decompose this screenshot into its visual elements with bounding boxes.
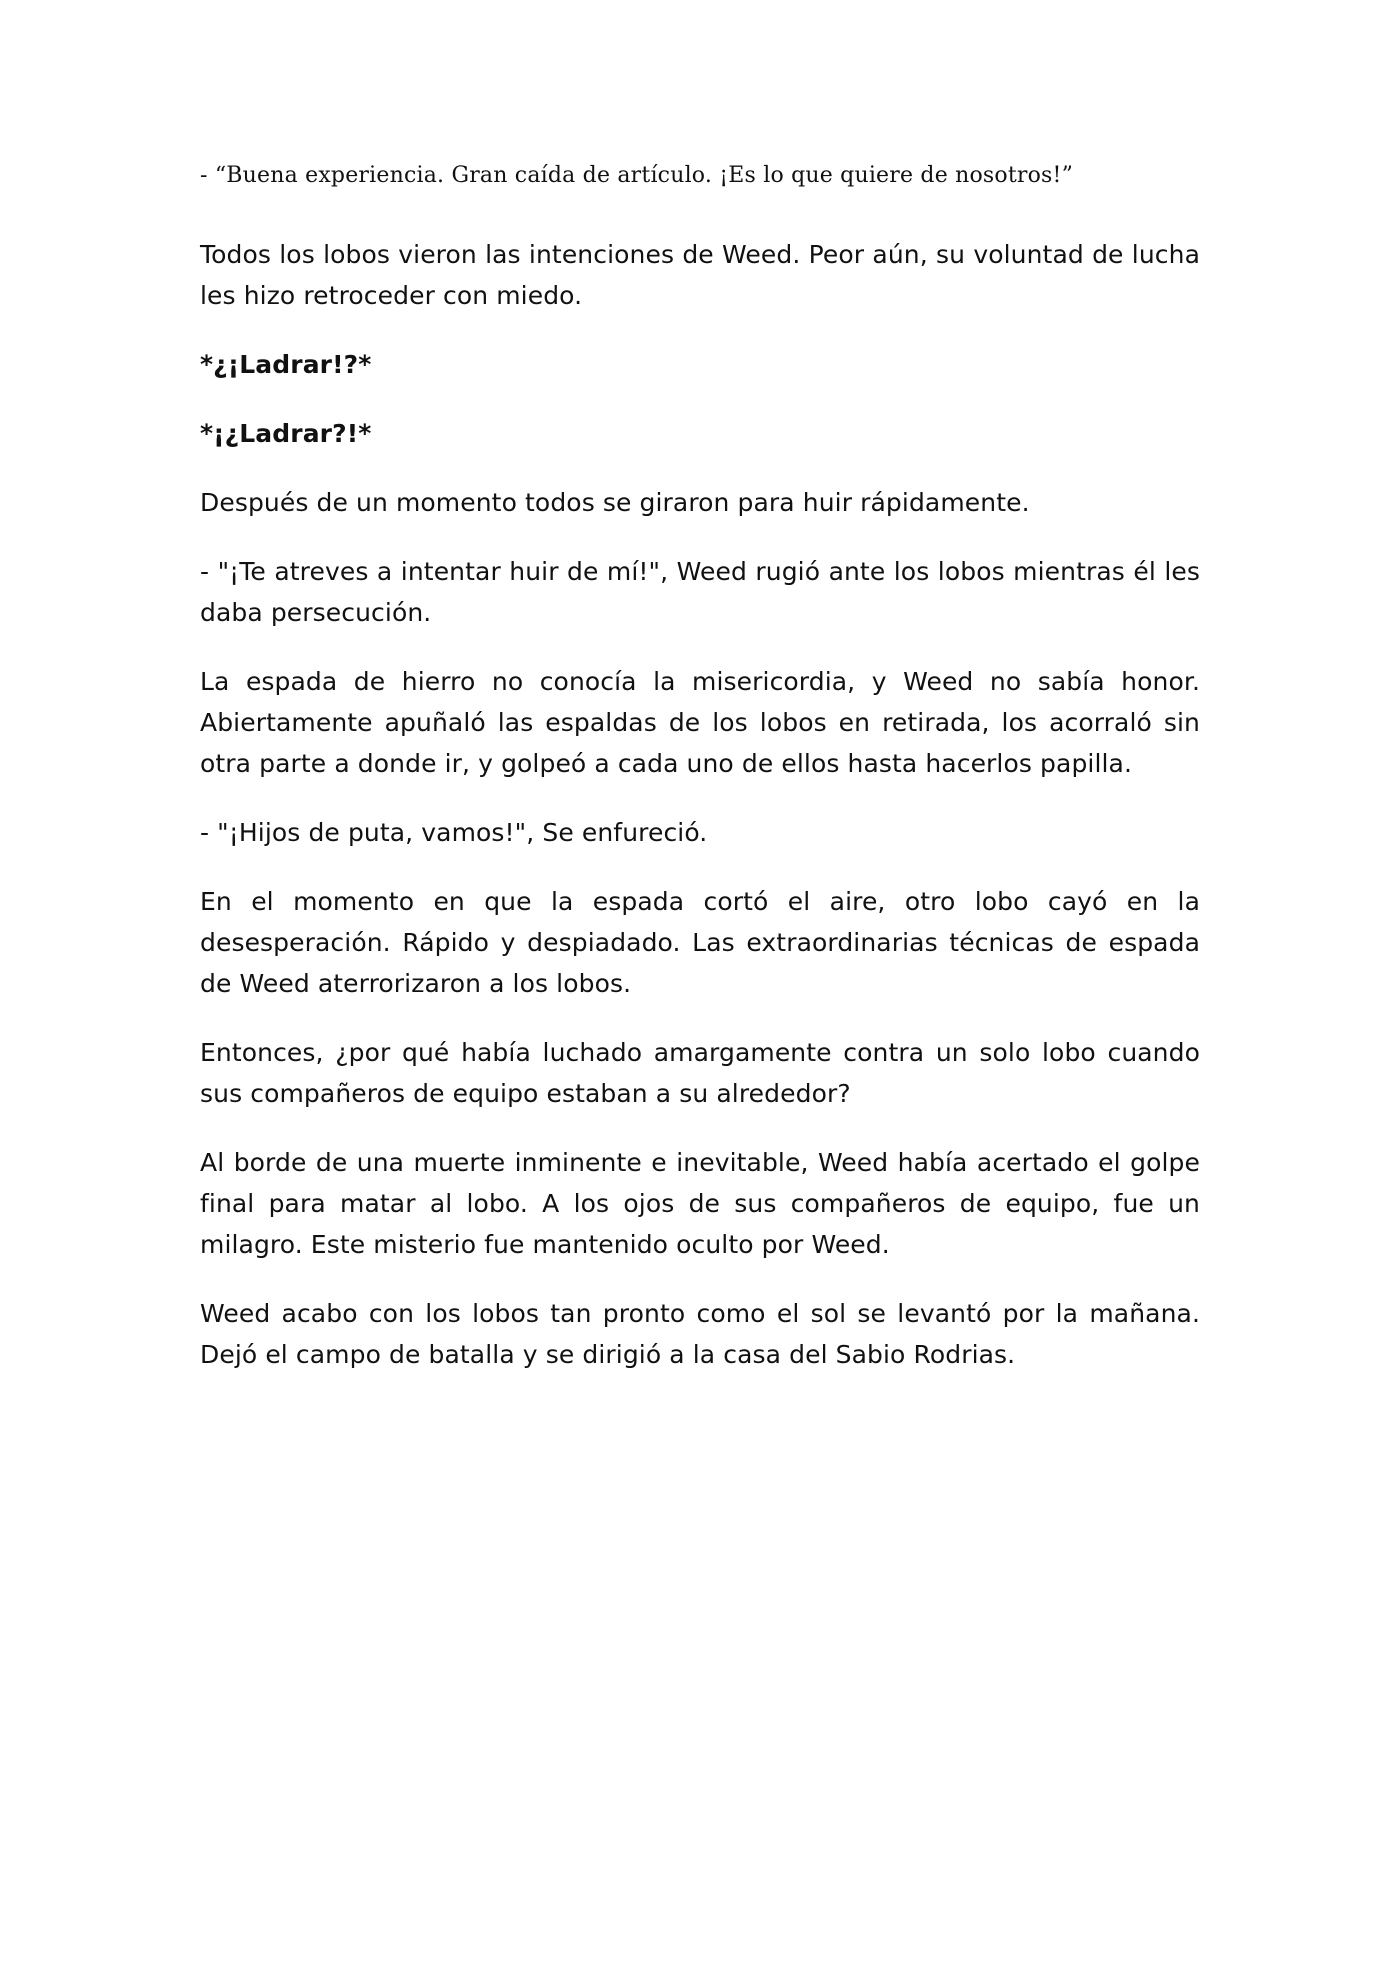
narrative-paragraph: Weed acabo con los lobos tan pronto como el sol se levantó por la mañana. Dejó el campo de batalla y se dirigió a la casa del Sabio Rodrias. bbox=[200, 1299, 1200, 1369]
narrative-paragraph: En el momento en que la espada cortó el aire, otro lobo cayó en la desesperación. Rápido y despiadado. Las extraordinarias técnicas de espada de Weed aterrorizaron a los lobos. bbox=[200, 887, 1200, 998]
narrative-paragraph: La espada de hierro no conocía la misericordia, y Weed no sabía honor. Abiertamente apuñaló las espaldas de los lobos en retirada, los acorraló sin otra parte a donde ir, y golpeó a cada uno de ellos hasta hacerlos papilla. bbox=[200, 667, 1200, 778]
narrative-paragraph: Entonces, ¿por qué había luchado amargamente contra un solo lobo cuando sus compañeros de equipo estaban a su alrededor? bbox=[200, 1038, 1200, 1108]
dialogue-paragraph: - "¡Te atreves a intentar huir de mí!", Weed rugió ante los lobos mientras él les daba persecución. bbox=[200, 557, 1200, 627]
document-body bbox=[200, 160, 1200, 1403]
narrative-paragraph: Al borde de una muerte inminente e inevitable, Weed había acertado el golpe final para matar al lobo. A los ojos de sus compañeros de equipo, fue un milagro. Este misterio fue mantenido oculto por Weed. bbox=[200, 1148, 1200, 1259]
dialogue-paragraph: - "¡Hijos de puta, vamos!", Se enfureció. bbox=[200, 818, 708, 847]
narrative-paragraph: Todos los lobos vieron las intenciones de Weed. Peor aún, su voluntad de lucha les hizo retroceder con miedo. bbox=[200, 240, 1200, 310]
sound-effect-line: *¿¡Ladrar!?* bbox=[200, 350, 372, 379]
dialogue-paragraph: - “Buena experiencia. Gran caída de artículo. ¡Es lo que quiere de nosotros!” bbox=[200, 163, 1074, 188]
sound-effect-line: *¡¿Ladrar?!* bbox=[200, 419, 372, 448]
narrative-paragraph: Después de un momento todos se giraron para huir rápidamente. bbox=[200, 488, 1030, 517]
